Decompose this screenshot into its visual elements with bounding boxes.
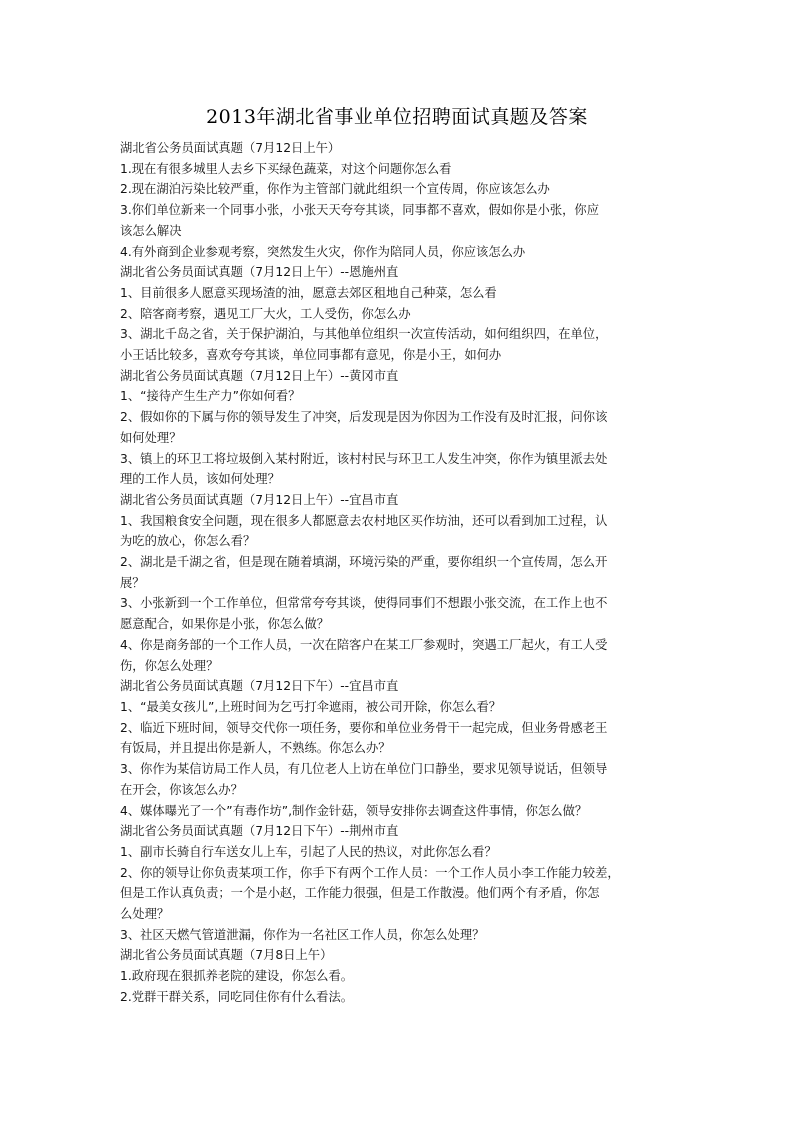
text-line: 1、“接待产生生产力”你如何看？ <box>120 389 301 404</box>
text-line: 如何处理？ <box>120 430 182 445</box>
text-line: 理的工作人员，该如何处理？ <box>120 472 280 487</box>
text-line: 么处理？ <box>120 907 170 922</box>
text-line: 湖北省公务员面试真题（7月12日上午）--恩施州直 <box>120 265 399 280</box>
text-line: 有饭局，并且提出你是新人，不熟练。你怎么办？ <box>120 741 391 756</box>
text-line: 3、小张新到一个工作单位，但常常夸夸其谈，使得同事们不想跟小张交流，在工作上也不 <box>120 596 608 611</box>
text-line: 2、你的领导让你负责某项工作，你手下有两个工作人员：一个工作人员小李工作能力较差， <box>120 865 620 880</box>
text-line: 2.现在湖泊污染比较严重，你作为主管部门就此组织一个宣传周，你应该怎么办 <box>120 182 550 197</box>
text-line: 湖北省公务员面试真题（7月8日上午） <box>120 948 333 963</box>
text-line: 3、湖北千岛之省，关于保护湖泊，与其他单位组织一次宣传活动，如何组织四，在单位， <box>120 327 608 342</box>
text-line: 伤，你怎么处理？ <box>120 658 219 673</box>
text-line: 湖北省公务员面试真题（7月12日上午）--黄冈市直 <box>120 368 399 383</box>
text-line: 4、你是商务部的一个工作人员，一次在陪客户在某工厂参观时，突遇工厂起火，有工人受 <box>120 637 608 652</box>
text-line: 1、副市长骑自行车送女儿上车，引起了人民的热议，对此你怎么看？ <box>120 844 497 859</box>
text-line: 湖北省公务员面试真题（7月12日上午）--宜昌市直 <box>120 492 399 507</box>
text-line: 该怎么解决 <box>120 223 182 238</box>
document-title: 2013年湖北省事业单位招聘面试真题及答案 <box>206 106 588 128</box>
text-line: 愿意配合，如果你是小张，你怎么做？ <box>120 617 330 632</box>
text-line: 3.你们单位新来一个同事小张，小张天天夸夸其谈，同事都不喜欢，假如你是小张，你应 <box>120 203 600 218</box>
text-line: 湖北省公务员面试真题（7月12日下午）--荆州市直 <box>120 824 399 839</box>
text-line: 湖北省公务员面试真题（7月12日下午）--宜昌市直 <box>120 679 399 694</box>
text-line: 2、陪客商考察，遇见工厂大火，工人受伤，你怎么办 <box>120 306 411 321</box>
text-line: 1、我国粮食安全问题，现在很多人都愿意去农村地区买作坊油，还可以看到加工过程，认 <box>120 513 608 528</box>
text-line: 4、媒体曝光了一个”有毒作坊”,制作金针菇，领导安排你去调查这件事情，你怎么做？ <box>120 803 588 818</box>
text-line: 在开会，你该怎么办？ <box>120 782 243 797</box>
text-line: 展？ <box>120 575 145 590</box>
document-body <box>120 138 680 1008</box>
text-line: 3、你作为某信访局工作人员，有几位老人上访在单位门口静坐，要求见领导说话，但领导 <box>120 762 608 777</box>
text-line: 1、目前很多人愿意买现场渣的油，愿意去郊区租地自己种菜，怎么看 <box>120 285 497 300</box>
text-line: 3、社区天燃气管道泄漏，你作为一名社区工作人员，你怎么处理？ <box>120 927 485 942</box>
text-line: 2、假如你的下属与你的领导发生了冲突，后发现是因为你因为工作没有及时汇报，问你该 <box>120 410 608 425</box>
text-line: 2、临近下班时间，领导交代你一项任务，要你和单位业务骨干一起完成，但业务骨感老王 <box>120 720 608 735</box>
text-line: 湖北省公务员面试真题（7月12日上午） <box>120 141 341 155</box>
text-line: 3、镇上的环卫工将垃圾倒入某村附近，该村村民与环卫工人发生冲突，你作为镇里派去处 <box>120 451 608 466</box>
text-line: 1.政府现在狠抓养老院的建设，你怎么看。 <box>120 969 354 984</box>
text-line: 4.有外商到企业参观考察，突然发生火灾，你作为陪同人员，你应该怎么办 <box>120 244 526 259</box>
text-line: 1、“最美女孩儿”,上班时间为乞丐打伞遮雨，被公司开除，你怎么看？ <box>120 699 502 714</box>
text-line: 为吃的放心，你怎么看？ <box>120 534 256 549</box>
text-line: 2、湖北是千湖之省，但是现在随着填湖，环境污染的严重，要你组织一个宣传周，怎么开 <box>120 555 608 570</box>
text-line: 2.党群干群关系，同吃同住你有什么看法。 <box>120 989 354 1004</box>
text-line: 但是工作认真负责；一个是小赵，工作能力很强，但是工作散漫。他们两个有矛盾，你怎 <box>120 886 600 901</box>
text-line: 1.现在有很多城里人去乡下买绿色蔬菜，对这个问题你怎么看 <box>120 161 452 176</box>
text-line: 小王话比较多，喜欢夸夸其谈，单位同事都有意见，你是小王，如何办 <box>120 348 502 363</box>
